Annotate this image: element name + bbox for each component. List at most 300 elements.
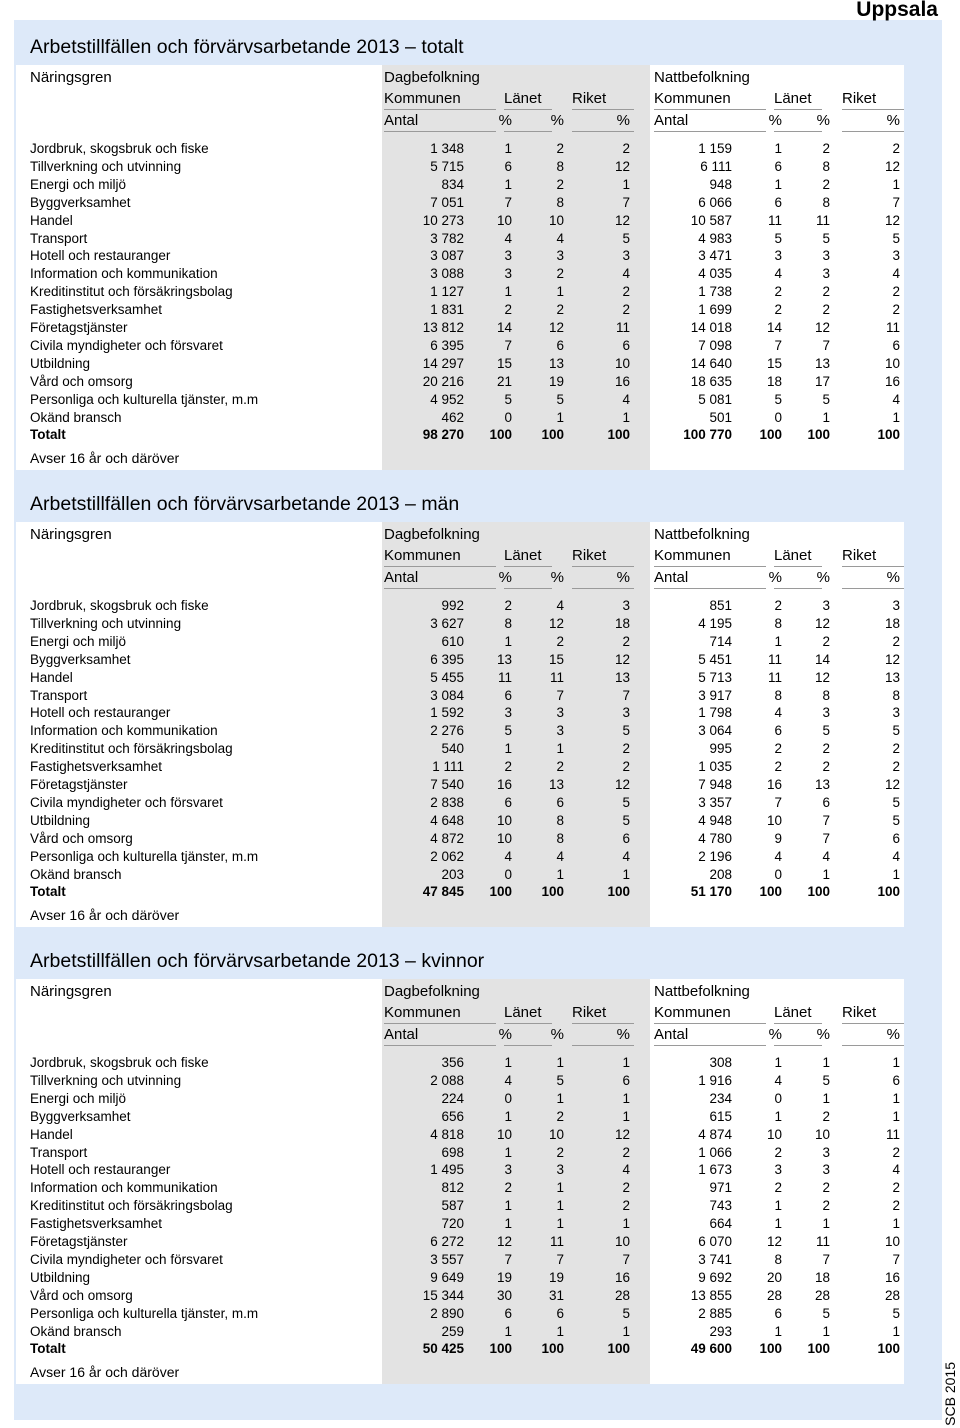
table-row [16,355,904,373]
value-cell: 1 [822,1216,830,1232]
lanet-header: Länet [774,1004,812,1021]
header-row-areas [16,1003,904,1023]
row-label: Handel [30,669,73,685]
value-cell: 100 [489,884,512,900]
value-cell: 2 [622,284,630,300]
value-cell: 1 159 [698,141,732,156]
value-cell: 4 874 [698,1126,732,1142]
value-cell: 4 [774,848,782,864]
value-cell: 0 [774,1090,782,1106]
value-cell: 0 [504,409,512,425]
antal-header: Antal [384,112,419,129]
table-row [16,794,904,812]
value-cell: 13 812 [422,320,464,335]
value-cell: 5 [822,391,830,407]
table-row [16,409,904,427]
value-cell: 2 [822,1180,830,1196]
value-cell: 14 018 [690,320,732,335]
value-cell: 6 [774,723,782,739]
value-cell: 2 [622,1180,630,1196]
row-label: Information och kommunikation [30,723,218,739]
value-cell: 10 273 [422,212,464,228]
value-cell: 2 [504,1180,512,1196]
header-underline [842,131,904,132]
value-cell: 995 [709,741,732,757]
value-cell: 714 [709,633,732,649]
value-cell: 13 [548,355,564,371]
antal-header: Antal [654,569,689,586]
value-cell: 1 [556,1055,564,1070]
value-cell: 11 [497,669,512,685]
value-cell: 5 [892,812,900,828]
row-label: Personliga och kulturella tjänster, m.m [30,1305,259,1321]
value-cell: 1 798 [698,705,732,721]
value-cell: 2 [774,1180,782,1196]
table-row [16,866,904,884]
header-underline [654,109,766,110]
value-cell: 1 [504,1216,512,1232]
value-cell: 1 [622,176,630,192]
value-cell: 5 [774,391,782,407]
row-label: Jordbruk, skogsbruk och fiske [30,141,209,156]
value-cell: 18 [814,1269,830,1285]
value-cell: 12 [496,1234,512,1249]
value-cell: 5 [622,723,630,739]
value-cell: 1 [774,1108,782,1124]
row-label: Okänd bransch [30,866,122,882]
value-cell: 1 [622,409,630,425]
value-cell: 1 [504,633,512,649]
value-cell: 10 [766,1126,782,1142]
value-cell: 5 [622,794,630,810]
table-row [16,848,904,866]
value-cell: 14 [766,320,782,335]
value-cell: 3 [556,723,564,739]
riket-header: Riket [572,90,607,107]
value-cell: 0 [504,1090,512,1106]
value-cell: 18 [884,615,900,631]
value-cell: 100 [607,884,630,900]
value-cell: 1 111 [432,759,464,775]
value-cell: 11 [549,1234,564,1249]
value-cell: 8 [556,194,564,210]
value-cell: 587 [441,1198,464,1214]
header-underline [774,588,822,589]
value-cell: 1 [822,409,830,425]
value-cell: 2 [556,1144,564,1160]
value-cell: 4 195 [698,615,732,631]
value-cell: 100 [607,1341,630,1357]
value-cell: 948 [709,176,732,192]
value-cell: 10 [496,812,512,828]
value-cell: 2 [622,302,630,318]
value-cell: 5 715 [430,158,464,174]
value-cell: 1 [556,1090,564,1106]
value-cell: 2 [892,141,900,156]
value-cell: 13 [496,651,512,667]
table-row [16,740,904,758]
footnote: Avser 16 år och däröver [30,1364,180,1380]
value-cell: 3 [822,1144,830,1160]
data-table [16,522,904,927]
header-underline [774,1023,822,1024]
value-cell: 7 948 [698,777,732,792]
value-cell: 1 [504,284,512,300]
value-cell: 1 348 [430,141,464,156]
header-row-areas [16,89,904,109]
value-cell: 7 [504,1251,512,1267]
value-cell: 7 [822,830,830,846]
value-cell: 100 [541,884,564,900]
value-cell: 1 [892,1108,900,1124]
header-underline [654,131,766,132]
value-cell: 19 [548,1269,564,1285]
value-cell: 3 064 [698,723,732,739]
value-cell: 2 [822,1108,830,1124]
value-cell: 2 [504,302,512,318]
value-cell: 5 [892,723,900,739]
value-cell: 11 [767,651,782,667]
antal-header: Antal [384,1026,419,1043]
table-row [16,722,904,740]
value-cell: 308 [709,1055,732,1070]
header-underline [842,109,904,110]
table-row [16,319,904,337]
value-cell: 15 [548,651,564,667]
value-cell: 1 [822,1090,830,1106]
table-row [16,265,904,283]
value-cell: 100 [489,1341,512,1357]
value-cell: 1 [504,1055,512,1070]
row-label: Civila myndigheter och försvaret [30,794,223,810]
value-cell: 4 035 [698,266,732,282]
row-label: Tillverkning och utvinning [30,615,182,631]
value-cell: 234 [709,1090,732,1106]
antal-header: Antal [654,112,689,129]
value-cell: 5 [822,1072,830,1088]
data-table [16,65,904,470]
value-cell: 1 [504,141,512,156]
value-cell: 8 [504,615,512,631]
table-row [16,337,904,355]
value-cell: 7 [504,337,512,353]
table-row [16,1179,904,1197]
value-cell: 1 831 [430,302,464,318]
value-cell: 1 [892,409,900,425]
value-cell: 4 983 [698,230,732,246]
value-cell: 4 [556,230,564,246]
value-cell: 6 [822,794,830,810]
value-cell: 812 [441,1180,464,1196]
value-cell: 10 [884,355,900,371]
value-cell: 1 [504,176,512,192]
value-cell: 2 [892,302,900,318]
value-cell: 1 [822,866,830,882]
value-cell: 5 [556,391,564,407]
value-cell: 7 [622,194,630,210]
value-cell: 1 738 [698,284,732,300]
value-cell: 540 [441,741,464,757]
riket-header: Riket [842,1004,877,1021]
header-underline [384,1023,496,1024]
value-cell: 11 [815,212,830,228]
row-label: Byggverksamhet [30,194,131,210]
value-cell: 2 196 [698,848,732,864]
value-cell: 2 [622,633,630,649]
value-cell: 2 276 [430,723,464,739]
value-cell: 6 [504,158,512,174]
value-cell: 5 [892,230,900,246]
header-underline [504,109,552,110]
value-cell: 2 [622,741,630,757]
nattbefolkning-header: Nattbefolkning [654,983,750,1000]
row-label: Transport [30,687,88,703]
value-cell: 2 [622,759,630,775]
value-cell: 12 [884,158,900,174]
header-underline [774,131,822,132]
table-row [16,212,904,230]
value-cell: 100 [807,1341,830,1357]
footnote: Avser 16 år och däröver [30,907,180,923]
value-cell: 2 [892,1198,900,1214]
row-label: Tillverkning och utvinning [30,158,182,174]
value-cell: 7 [892,1251,900,1267]
value-cell: 10 [814,1126,830,1142]
value-cell: 28 [614,1287,630,1303]
value-cell: 12 [548,615,564,631]
value-cell: 2 [774,598,782,613]
value-cell: 3 [622,598,630,613]
value-cell: 9 649 [430,1269,464,1285]
percent-header: % [816,112,830,129]
header-underline [654,1023,766,1024]
table-row [16,1072,904,1090]
value-cell: 10 587 [690,212,732,228]
value-cell: 100 [759,1341,782,1357]
table-row [16,1197,904,1215]
lanet-header: Länet [774,90,812,107]
row-label: Vård och omsorg [30,373,133,389]
naringsgren-header: Näringsgren [30,69,112,86]
naringsgren-header: Näringsgren [30,983,112,1000]
value-cell: 2 [892,759,900,775]
header-row-units [16,568,904,588]
value-cell: 3 [822,266,830,282]
value-cell: 100 [807,884,830,900]
value-cell: 4 [556,848,564,864]
header-underline [384,109,496,110]
value-cell: 20 [766,1269,782,1285]
value-cell: 3 [504,1162,512,1178]
table-row [16,230,904,248]
value-cell: 15 [766,355,782,371]
row-label: Kreditinstitut och försäkringsbolag [30,284,233,300]
percent-header: % [550,1026,564,1043]
value-cell: 1 [622,1055,630,1070]
lanet-header: Länet [504,90,542,107]
row-label: Totalt [30,884,66,900]
value-cell: 6 [622,830,630,846]
value-cell: 10 [496,830,512,846]
value-cell: 3 627 [430,615,464,631]
value-cell: 7 098 [698,337,732,353]
value-cell: 2 [822,284,830,300]
value-cell: 1 [556,1180,564,1196]
row-label: Energi och miljö [30,633,127,649]
header-underline [774,566,822,567]
value-cell: 5 [822,723,830,739]
row-label: Civila myndigheter och försvaret [30,1251,223,1267]
value-cell: 100 [759,427,782,443]
value-cell: 3 084 [430,687,464,703]
value-cell: 12 [814,669,830,685]
row-label: Fastighetsverksamhet [30,759,163,775]
value-cell: 1 [774,1323,782,1339]
percent-header: % [616,569,630,586]
row-label: Utbildning [30,355,91,371]
lanet-header: Länet [504,547,542,564]
value-cell: 5 455 [430,669,464,685]
value-cell: 8 [556,158,564,174]
value-cell: 2 [822,741,830,757]
value-cell: 0 [774,409,782,425]
value-cell: 18 [766,373,782,389]
value-cell: 5 [622,1305,630,1321]
value-cell: 4 [892,848,900,864]
value-cell: 4 872 [430,830,464,846]
value-cell: 8 [556,812,564,828]
value-cell: 12 [614,158,630,174]
table-row [16,194,904,212]
value-cell: 5 [774,230,782,246]
value-cell: 13 [548,777,564,792]
value-cell: 100 [877,1341,900,1357]
value-cell: 6 395 [430,337,464,353]
value-cell: 4 818 [430,1126,464,1142]
table-row [16,158,904,176]
value-cell: 1 066 [698,1144,732,1160]
value-cell: 2 [892,284,900,300]
value-cell: 19 [548,373,564,389]
row-label: Byggverksamhet [30,1108,131,1124]
header-row-groups [16,525,904,545]
value-cell: 6 [556,1305,564,1321]
value-cell: 47 845 [422,884,464,900]
value-cell: 6 070 [698,1234,732,1249]
kommunen-header: Kommunen [654,1004,731,1021]
row-label: Personliga och kulturella tjänster, m.m [30,848,259,864]
value-cell: 2 [504,759,512,775]
value-cell: 6 [774,194,782,210]
value-cell: 1 [774,633,782,649]
value-cell: 16 [884,373,900,389]
data-table [16,979,904,1384]
table-row [16,669,904,687]
value-cell: 1 [892,176,900,192]
row-label: Fastighetsverksamhet [30,302,163,318]
value-cell: 10 [496,212,512,228]
kommunen-header: Kommunen [384,90,461,107]
value-cell: 5 [622,230,630,246]
value-cell: 1 [504,1144,512,1160]
value-cell: 2 [774,1144,782,1160]
header-underline [504,566,552,567]
value-cell: 10 [884,1234,900,1249]
value-cell: 2 [822,1198,830,1214]
value-cell: 4 [504,848,512,864]
value-cell: 834 [441,176,464,192]
value-cell: 4 [774,705,782,721]
value-cell: 100 [607,427,630,443]
header-underline [654,588,766,589]
value-cell: 7 [556,1251,564,1267]
percent-header: % [816,569,830,586]
value-cell: 2 [892,1180,900,1196]
value-cell: 1 673 [698,1162,732,1178]
value-cell: 6 [556,337,564,353]
value-cell: 224 [441,1090,464,1106]
table-row [16,1108,904,1126]
percent-header: % [498,569,512,586]
value-cell: 7 [622,1251,630,1267]
value-cell: 6 [774,1305,782,1321]
header-underline [384,566,496,567]
value-cell: 1 [556,1323,564,1339]
value-cell: 8 [822,194,830,210]
header-underline [572,588,634,589]
value-cell: 1 495 [430,1162,464,1178]
value-cell: 1 [504,741,512,757]
row-label: Information och kommunikation [30,1180,218,1196]
row-label: Okänd bransch [30,409,122,425]
table-row [16,176,904,194]
value-cell: 1 [504,1323,512,1339]
value-cell: 8 [822,158,830,174]
kommunen-header: Kommunen [654,90,731,107]
header-underline [572,566,634,567]
value-cell: 30 [496,1287,512,1303]
value-cell: 17 [814,373,830,389]
percent-header: % [498,112,512,129]
value-cell: 3 [892,705,900,721]
value-cell: 6 111 [700,158,732,174]
value-cell: 2 [774,759,782,775]
value-cell: 2 [774,284,782,300]
row-label: Kreditinstitut och försäkringsbolag [30,1198,233,1214]
table-row [16,1161,904,1179]
value-cell: 1 [774,176,782,192]
row-label: Handel [30,212,73,228]
value-cell: 4 [822,848,830,864]
value-cell: 743 [709,1198,732,1214]
header-underline [842,1045,904,1046]
table-row [16,812,904,830]
value-cell: 2 [556,266,564,282]
value-cell: 100 [877,884,900,900]
table-row [16,1269,904,1287]
value-cell: 2 [504,598,512,613]
table-row [16,651,904,669]
value-cell: 5 [822,1305,830,1321]
row-label: Företagstjänster [30,320,128,335]
value-cell: 7 [774,337,782,353]
table-row [16,1323,904,1341]
header-underline [384,588,496,589]
table-row [16,1090,904,1108]
table-row [16,1144,904,1162]
value-cell: 356 [441,1055,464,1070]
header-underline [572,131,634,132]
